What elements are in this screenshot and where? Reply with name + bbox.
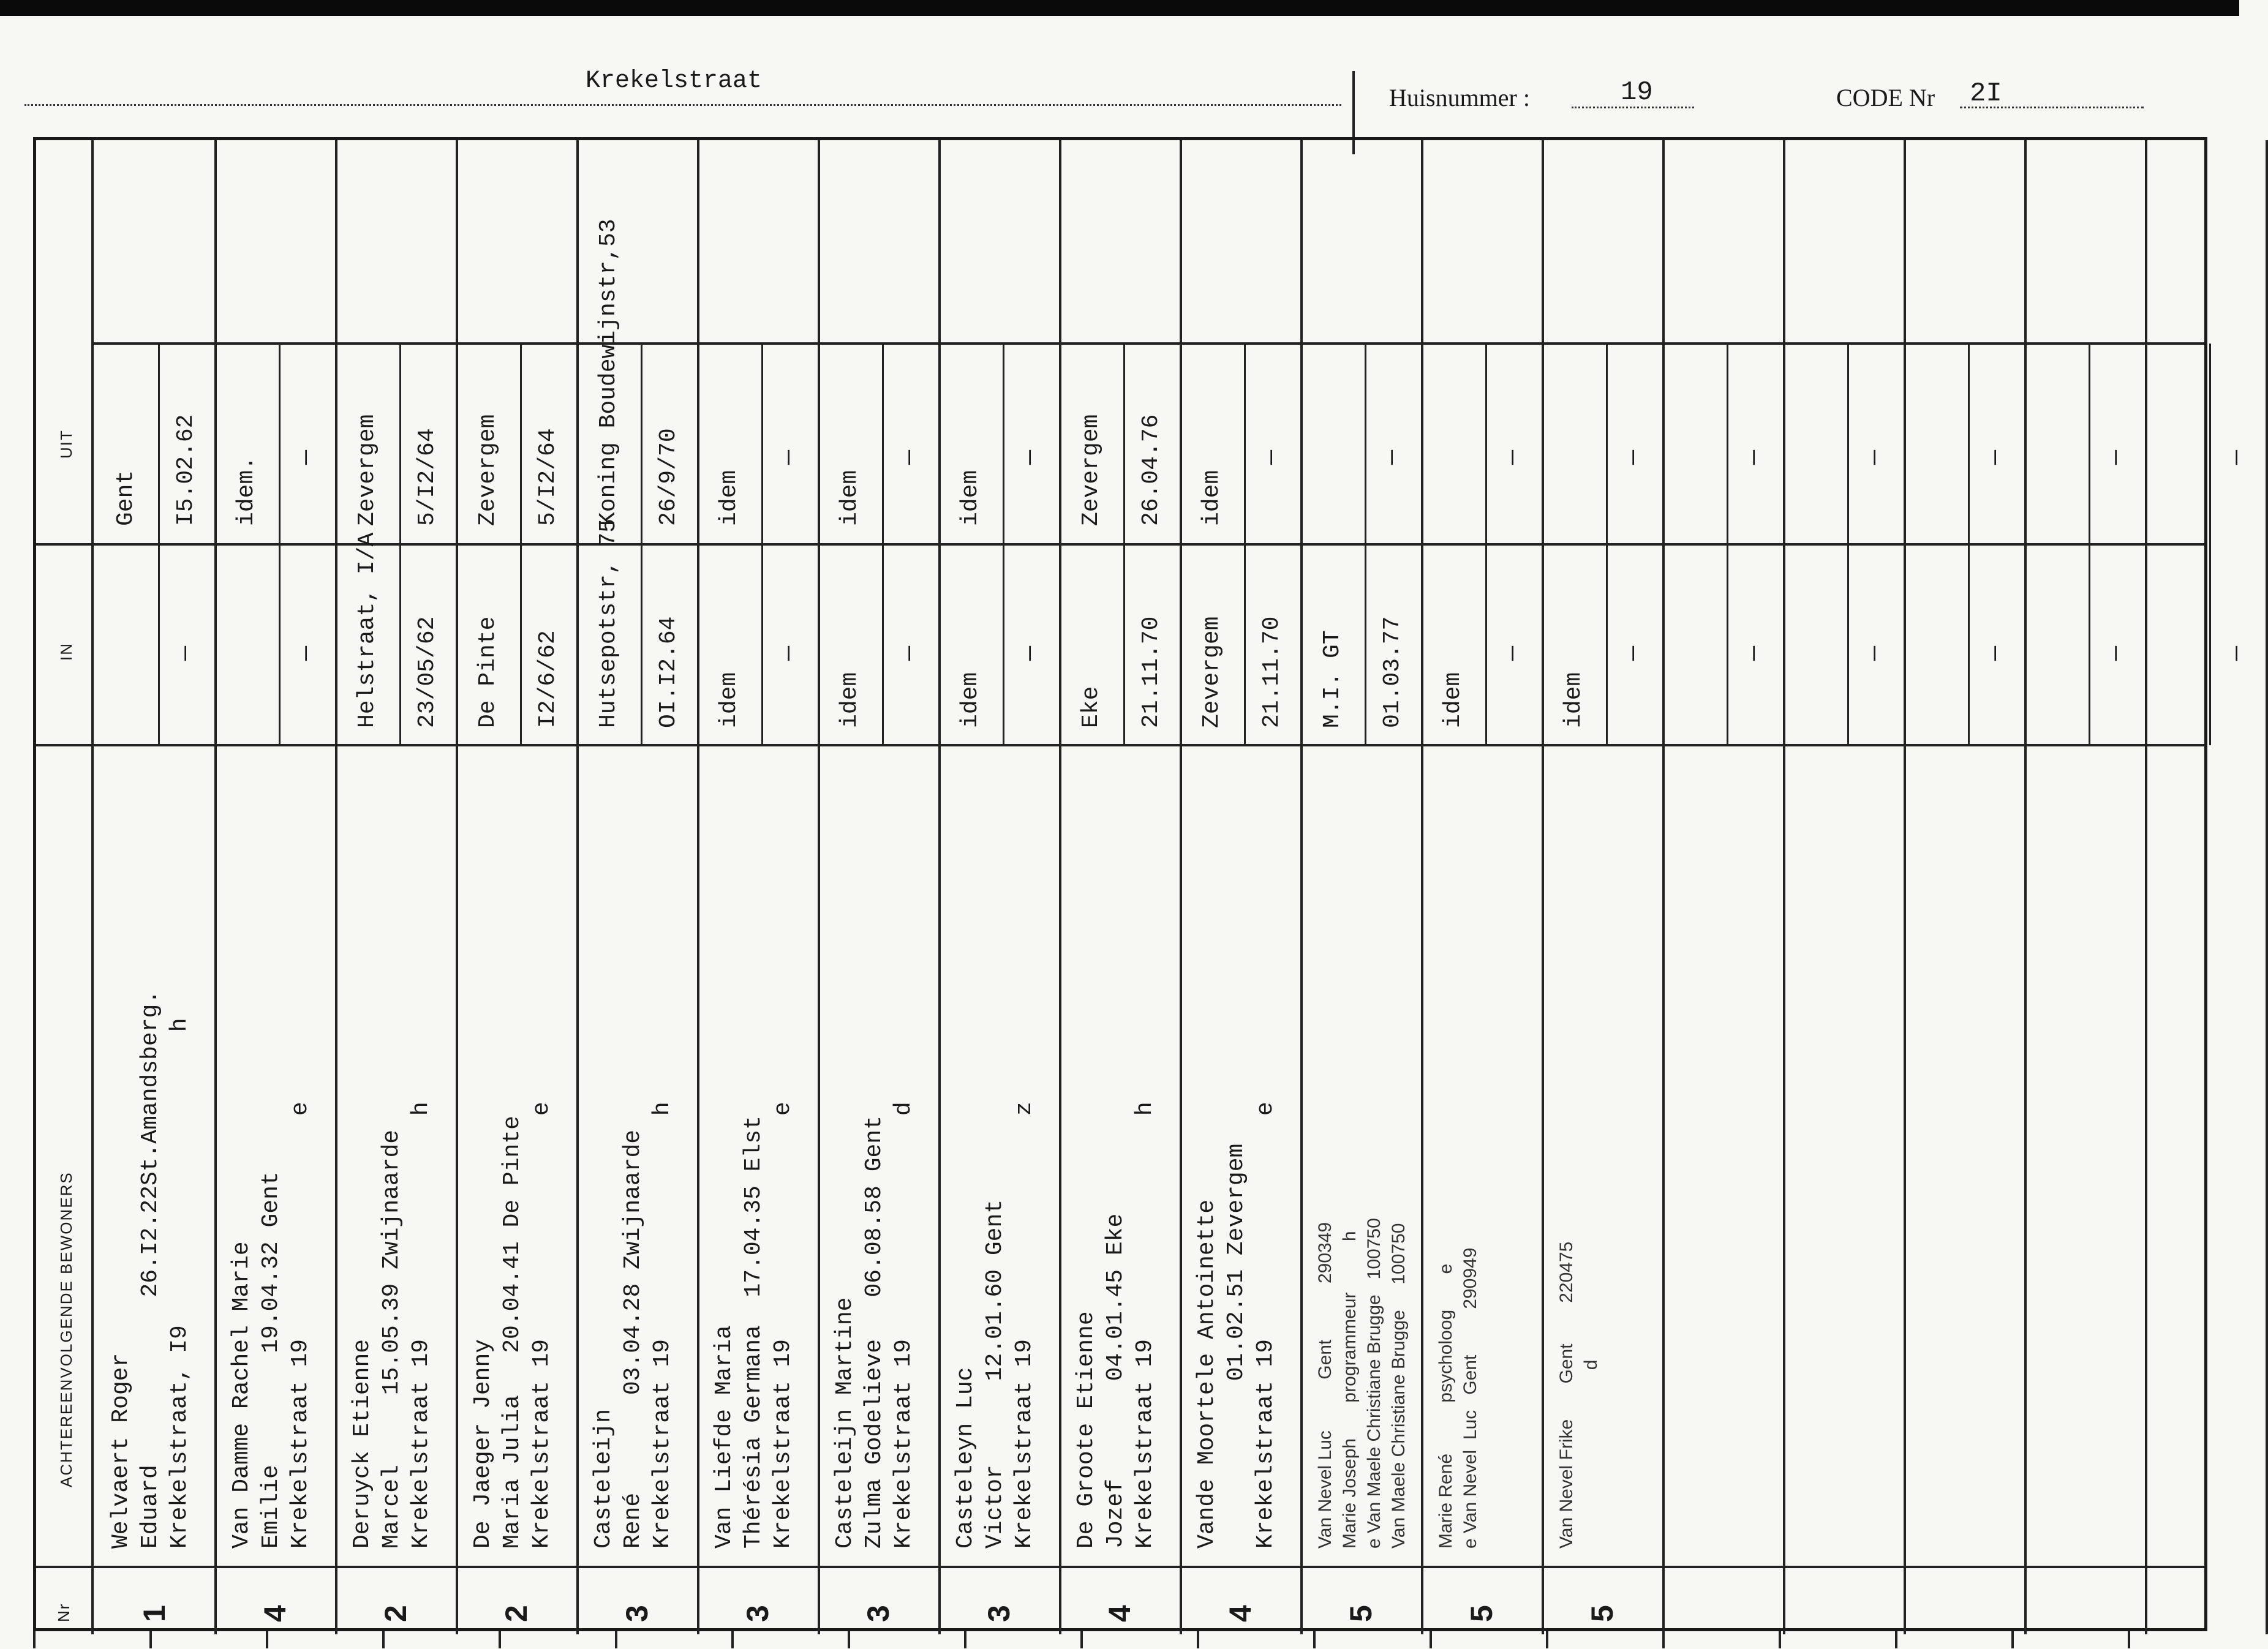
resident-line: Van Damme Rachel Marie [228, 1241, 255, 1549]
row-nr: 3 [740, 1605, 775, 1622]
uit-subcell-divider [2209, 344, 2211, 544]
row-nr: 5 [1344, 1605, 1378, 1622]
in-place: idem [957, 672, 984, 728]
street-name: Krekelstraat [585, 67, 763, 95]
uit-place: Zevergem [354, 414, 380, 526]
row-line-residents-top [36, 744, 2204, 746]
in-place: Zevergem [1199, 616, 1225, 728]
uit-date: — [1620, 449, 1648, 465]
resident-line: e Van Maele Christiane Brugge 100750 [1364, 1218, 1384, 1549]
bottom-tick [615, 1631, 617, 1648]
resident-line: Marie Joseph programmeur h [1339, 1231, 1360, 1549]
in-date: — [1861, 645, 1889, 661]
bottom-tick [1197, 1631, 1199, 1648]
uit-subcell-divider [1003, 344, 1004, 544]
uit-date: — [2103, 449, 2130, 465]
resident-line: Deruyck Etienne [349, 1339, 375, 1549]
uit-date: 26.04.76 [1138, 414, 1164, 526]
in-subcell-divider [1244, 544, 1246, 745]
resident-line: Krekelstraat 19 e [287, 1102, 314, 1549]
column-divider [938, 140, 941, 1634]
uit-subcell-divider [2089, 344, 2090, 544]
in-subcell-divider [1847, 544, 1849, 745]
column-divider [818, 140, 820, 1634]
in-place: Helstraat, I/A [354, 532, 380, 728]
in-subcell-divider [2089, 544, 2090, 745]
resident-line: Welvaert Roger [108, 1353, 134, 1549]
column-divider [576, 140, 579, 1634]
column-divider [1059, 140, 1061, 1634]
in-subcell-divider [1727, 544, 1728, 745]
row-nr: 5 [1585, 1605, 1619, 1622]
street-dotted-line [24, 104, 1341, 106]
code-dotted-line [1960, 107, 2144, 108]
uit-date: — [1499, 449, 1527, 465]
uit-subcell-divider [641, 344, 642, 544]
in-place: idem [1561, 672, 1587, 728]
bottom-tick [1430, 1631, 1432, 1648]
uit-date: — [1982, 449, 2010, 465]
resident-line: Van Liefde Maria [711, 1325, 737, 1549]
bottom-tick [33, 1631, 36, 1648]
in-subcell-divider [1606, 544, 1608, 745]
in-date: OI.I2.64 [655, 616, 682, 728]
in-date: 21.11.70 [1138, 616, 1164, 728]
in-date: — [2223, 645, 2251, 661]
column-header-nr: Nr [55, 1602, 73, 1622]
row-nr: 1 [137, 1605, 171, 1622]
in-subcell-divider [1123, 544, 1125, 745]
row-nr: 2 [379, 1605, 413, 1622]
column-divider [456, 140, 458, 1634]
resident-line: Krekelstraat 19 e [1253, 1102, 1279, 1549]
uit-date: — [1379, 449, 1406, 465]
uit-subcell-divider [1485, 344, 1487, 544]
column-divider [1180, 140, 1182, 1634]
column-divider [1542, 140, 1544, 1634]
bottom-tick [731, 1631, 734, 1648]
in-subcell-divider [1485, 544, 1487, 745]
resident-line: De Jaeger Jenny [470, 1339, 496, 1549]
resident-line: e Van Nevel Luc Gent 290949 [1460, 1247, 1480, 1549]
column-divider [1904, 140, 1906, 1634]
house-number-label: Huisnummer : [1389, 84, 1530, 111]
in-place: De Pinte [475, 616, 501, 728]
row-line-uit-top [91, 342, 2204, 345]
row-nr: 3 [861, 1605, 895, 1622]
bottom-tick [266, 1631, 268, 1648]
resident-line: Krekelstraat 19 e [529, 1102, 555, 1549]
bottom-tick [382, 1631, 385, 1648]
resident-line: d [1581, 1359, 1601, 1549]
resident-line: Van Nevel Frike Gent 220475 [1556, 1241, 1577, 1549]
column-header-in: IN [57, 642, 75, 661]
row-nr: 3 [982, 1605, 1016, 1622]
uit-place: idem [716, 470, 742, 526]
in-date: — [896, 645, 924, 661]
uit-place: idem [957, 470, 984, 526]
uit-place: idem [837, 470, 863, 526]
in-subcell-divider [520, 544, 522, 745]
column-divider [697, 140, 699, 1634]
in-subcell-divider [158, 544, 160, 745]
uit-subcell-divider [1123, 344, 1125, 544]
resident-line: Casteleijn [590, 1408, 617, 1549]
in-date: — [293, 645, 320, 661]
uit-date: — [293, 449, 320, 465]
bottom-tick [964, 1631, 966, 1648]
uit-subcell-divider [1606, 344, 1608, 544]
bottom-tick [1779, 1631, 1781, 1648]
resident-line: Van Nevel Luc Gent 290349 [1315, 1222, 1335, 1549]
uit-date: — [2223, 449, 2251, 465]
column-divider [1662, 140, 1665, 1634]
resident-line: Vande Moortele Antoinette [1194, 1199, 1220, 1549]
label-column-divider [91, 140, 94, 1634]
in-date: 23/05/62 [414, 616, 440, 728]
house-number-value: 19 [1621, 77, 1653, 108]
resident-line: De Groote Etienne [1073, 1311, 1099, 1549]
resident-line: Krekelstraat 19 e [770, 1102, 796, 1549]
resident-line: Maria Julia 20.04.41 De Pinte [499, 1116, 526, 1549]
bottom-tick [149, 1631, 152, 1648]
in-subcell-divider [882, 544, 884, 745]
column-divider [335, 140, 337, 1634]
uit-date: — [1741, 449, 1768, 465]
in-place: idem [837, 672, 863, 728]
uit-date: 26/9/70 [655, 428, 682, 526]
uit-date: — [1861, 449, 1889, 465]
column-header-uit: UIT [57, 429, 75, 459]
in-date: I2/6/62 [535, 630, 561, 728]
in-date: — [1982, 645, 2010, 661]
bottom-tick [1662, 1631, 1665, 1648]
uit-date: 5/I2/64 [414, 428, 440, 526]
resident-line: Krekelstraat, I9 h [167, 1018, 193, 1549]
uit-date: — [1017, 449, 1044, 465]
in-date: — [1741, 645, 1768, 661]
scan-top-band [0, 0, 2239, 16]
resident-line: 01.02.51 Zevergem [1223, 1143, 1249, 1549]
resident-line: Krekelstraat 19 h [408, 1102, 434, 1549]
column-divider [2145, 140, 2147, 1634]
form-header [0, 16, 2239, 138]
in-date: — [172, 645, 200, 661]
in-date: — [775, 645, 803, 661]
uit-subcell-divider [1244, 344, 1246, 544]
in-place: idem [716, 672, 742, 728]
uit-date: I5.02.62 [173, 414, 199, 526]
uit-subcell-divider [158, 344, 160, 544]
resident-line: Victor 12.01.60 Gent [982, 1199, 1008, 1549]
uit-subcell-divider [1727, 344, 1728, 544]
resident-line: Casteleijn Martine [832, 1297, 858, 1549]
in-place: Eke [1078, 686, 1104, 728]
uit-subcell-divider [520, 344, 522, 544]
in-date: — [1620, 645, 1648, 661]
resident-line: Krekelstraat 19 h [649, 1102, 676, 1549]
bottom-tick [2011, 1631, 2014, 1648]
bottom-tick [499, 1631, 501, 1648]
resident-line: Marie René psycholoog e [1436, 1263, 1456, 1549]
row-nr: 4 [258, 1605, 292, 1622]
uit-place: idem [1199, 470, 1225, 526]
in-date: 01.03.77 [1379, 616, 1406, 728]
resident-line: Eduard 26.I2.22St.Amandsberg. [137, 990, 164, 1549]
in-subcell-divider [1968, 544, 1970, 745]
bottom-tick [1080, 1631, 1083, 1648]
residents-register-form [33, 137, 2251, 1631]
resident-line: Van Maele Christiane Brugge 100750 [1388, 1223, 1409, 1549]
in-date: — [2103, 645, 2130, 661]
uit-date: — [1258, 449, 1286, 465]
uit-subcell-divider [279, 344, 281, 544]
in-place: idem [1440, 672, 1466, 728]
in-date: — [1499, 645, 1527, 661]
in-place: Hutsepotstr, 75 [595, 518, 622, 728]
uit-place: Zevergem [475, 414, 501, 526]
resident-line: Krekelstraat 19 h [1132, 1102, 1158, 1549]
in-subcell-divider [1003, 544, 1004, 745]
resident-line: Krekelstraat 19 z [1011, 1102, 1038, 1549]
resident-line: Thérésia Germana 17.04.35 Elst [740, 1116, 767, 1549]
column-divider [2266, 140, 2268, 1634]
column-divider [214, 140, 217, 1634]
bottom-tick [1313, 1631, 1316, 1648]
in-subcell-divider [641, 544, 642, 745]
uit-date: — [896, 449, 924, 465]
resident-line: Jozef 04.01.45 Eke [1102, 1213, 1129, 1549]
in-place: M.I. GT [1319, 630, 1346, 728]
column-divider [1783, 140, 1785, 1634]
in-subcell-divider [399, 544, 401, 745]
column-header-residents: ACHTEREENVOLGENDE BEWONERS [57, 1171, 75, 1487]
uit-place: Zevergem [1078, 414, 1104, 526]
in-subcell-divider [761, 544, 763, 745]
uit-subcell-divider [1847, 344, 1849, 544]
column-divider [1300, 140, 1303, 1634]
uit-place: idem. [233, 456, 260, 526]
column-divider [2024, 140, 2027, 1634]
in-date: 21.11.70 [1259, 616, 1285, 728]
in-subcell-divider [279, 544, 281, 745]
uit-place: Gent [113, 470, 139, 526]
bottom-tick [1546, 1631, 1548, 1648]
house-number-dotted-line [1572, 107, 1694, 108]
bottom-tick [848, 1631, 850, 1648]
in-subcell-divider [1365, 544, 1366, 745]
uit-place: Koning Boudewijnstr,53 [595, 219, 622, 526]
resident-line: René 03.04.28 Zwijnaarde [620, 1129, 646, 1549]
uit-date: — [775, 449, 803, 465]
row-nr: 5 [1464, 1605, 1499, 1622]
bottom-tick [2128, 1631, 2130, 1648]
uit-date: 5/I2/64 [535, 428, 561, 526]
in-date: — [1017, 645, 1044, 661]
row-line-nr-top [36, 1566, 2204, 1568]
uit-subcell-divider [1365, 344, 1366, 544]
resident-line: Zulma Godelieve 06.08.58 Gent [861, 1116, 887, 1549]
row-nr: 4 [1102, 1605, 1137, 1622]
resident-line: Casteleyn Luc [952, 1367, 979, 1549]
resident-line: Krekelstraat 19 d [891, 1102, 917, 1549]
uit-subcell-divider [882, 344, 884, 544]
uit-subcell-divider [761, 344, 763, 544]
row-nr: 4 [1223, 1605, 1257, 1622]
resident-line: Marcel 15.05.39 Zwijnaarde [379, 1129, 405, 1549]
row-nr: 3 [620, 1605, 654, 1622]
resident-line: Emilie 19.04.32 Gent [258, 1171, 284, 1549]
column-divider [1421, 140, 1423, 1634]
uit-subcell-divider [1968, 344, 1970, 544]
uit-subcell-divider [399, 344, 401, 544]
row-nr: 2 [499, 1605, 533, 1622]
bottom-tick [1895, 1631, 1897, 1648]
code-label: CODE Nr [1836, 84, 1935, 111]
code-value: 2I [1970, 78, 2002, 109]
in-subcell-divider [2209, 544, 2211, 745]
